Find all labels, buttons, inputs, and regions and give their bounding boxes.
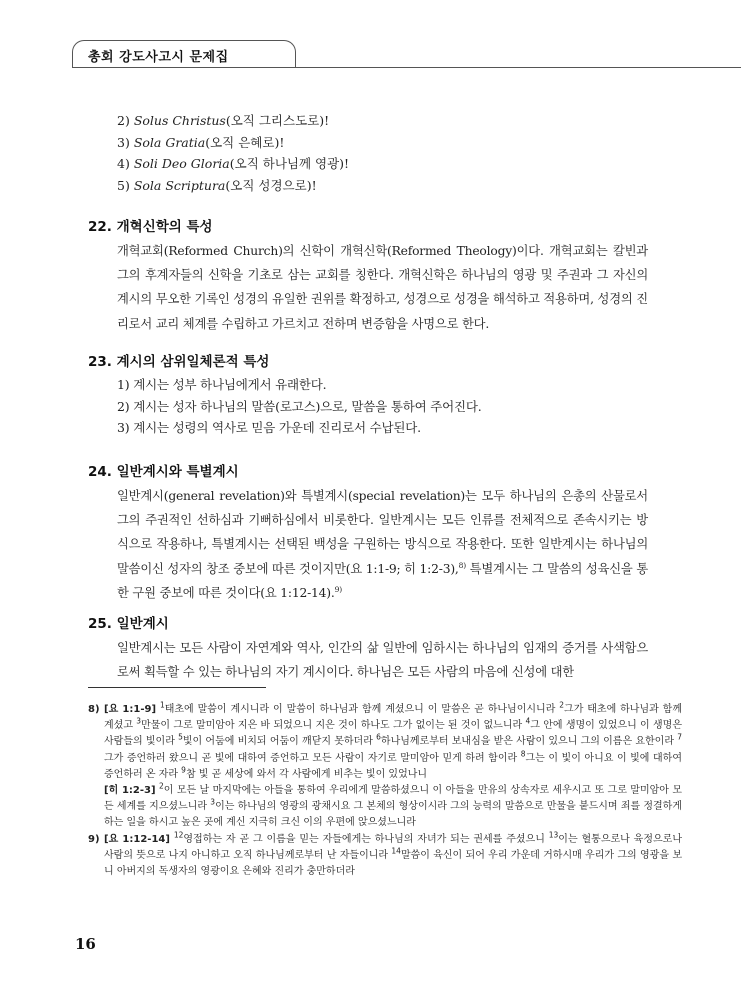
latin-term: Sola Scriptura	[133, 177, 226, 193]
footnote-number: 9)	[88, 833, 100, 845]
list-item: 3) Sola Gratia(오직 은혜로)!	[117, 134, 285, 150]
scripture-ref: [요 1:1-9]	[104, 704, 157, 715]
list-item: 3) 계시는 성령의 역사로 믿음 가운데 진리로서 수납된다.	[117, 420, 421, 435]
section-25	[88, 612, 648, 684]
section-list	[117, 374, 648, 439]
footnote-ref[interactable]: 8)	[458, 560, 466, 570]
section-title: 24. 일반계시와 특별계시	[88, 464, 239, 480]
section-22	[88, 215, 648, 336]
section-title: 22. 개혁신학의 특성	[88, 219, 213, 235]
section-title: 23. 계시의 삼위일체론적 특성	[88, 354, 270, 370]
section-body: 일반계시는 모든 사람이 자연계와 역사, 인간의 삶 일반에 임하시는 하나님의 임재의 증거를 사색함으로써 획득할 수 있는 하나님의 자기 계시이다. 하나님은 모든 사람의 마음에 신성에 대한	[117, 641, 648, 680]
section-23	[88, 350, 648, 439]
section-title: 25. 일반계시	[88, 616, 169, 632]
scripture-ref: [히 1:2-3]	[104, 785, 156, 797]
footnote-9: 9) [요 1:12-14] $^{12}$영접하는 자 곧 그 이름을 믿는 자들에게는 하나님의 자녀가 되는 권세를 주셨으니 $^{13}$이는 혈통으로나 육정으로나 사람의 뜻으로 나지 아니하고 오직 하나님께로부터 난 자들이니라 $^{14}$말씀이 육신이 되어 우리 가운데 거하시매 우리가 그의 영광을 보니 아버지의 독생자의 영광이요 은혜와 진리가 충만하더라	[88, 830, 682, 878]
section-body: 일반계시(general revelation)와 특별계시(special revelation)는 모두 하나님의 은총의 산물로서 그의 주권적인 선하심과 기뻐하심에서 비롯한다. 일반계시는 모든 인류를 전체적으로 존속시키는 방식으로 작용하나, 특별계시는 선택된 백성을 구원하는 방식으로 작용한다. 또한 일반계시는 하나님의 말씀이신 성자의 창조 중보에 따른 것이지만(요 1:1-9; 히 1:2-3),$^{8)}$ 특별계시는 그 말씀의 성육신을 통한 구원 중보에 따른 것이다(요 1:12-14).$^{9)}$	[117, 489, 649, 600]
list-item: 5) Sola Scriptura(오직 성경으로)!	[117, 177, 317, 193]
header-rule	[72, 67, 741, 68]
scripture-ref: [요 1:12-14]	[104, 833, 170, 845]
page-number: 16	[75, 935, 96, 953]
list-item: 2) Solus Christus(오직 그리스도로)!	[117, 113, 330, 128]
list-item: 2) 계시는 성자 하나님의 말씀(로고스)으로, 말씀을 통하여 주어진다.	[117, 398, 482, 414]
section-body: 개혁교회(Reformed Church)의 신학이 개혁신학(Reformed Theology)이다. 개혁교회는 칼빈과 그의 후계자들의 신학을 기초로 삼는 교회를 칭한다. 개혁신학은 하나님의 영광 및 주권과 그 자신의 계시의 무오한 기록인 성경의 유일한 권위를 확정하고, 성경으로 성경을 해석하고 적용하며, 성경의 진리로서 교리 체계를 수립하고 가르치고 전하며 변증함을 사명으로 한다.	[117, 244, 648, 331]
latin-term: Solus Christus	[133, 113, 226, 128]
footnote-number: 8)	[88, 704, 100, 715]
footnotes	[88, 702, 682, 880]
latin-term: Sola Gratia	[133, 134, 206, 150]
list-item: 1) 계시는 성부 하나님에게서 유래한다.	[117, 377, 327, 392]
latin-term: Soli Deo Gloria	[133, 156, 230, 171]
section-24	[88, 460, 648, 605]
footnote-ref[interactable]: 9)	[334, 584, 342, 594]
footnote-divider	[88, 687, 266, 688]
sola-list	[117, 110, 349, 196]
footnote-8: 8) [요 1:1-9] $^1$태초에 말씀이 계시니라 이 말씀이 하나님과 함께 계셨으니 이 말씀은 곧 하나님이시니라 $^2$그가 태초에 하나님과 함께 계셨고 $^3$만물이 그로 말미암아 지은 바 되었으니 지은 것이 하나도 그가 없이는 된 것이 없느니라 $^4$그 안에 생명이 있었으니 이 생명은 사람들의 빛이라 $^5$빛이 어둠에 비치되 어둠이 깨닫지 못하더라 $^6$하나님께로부터 보내심을 받은 사람이 있으니 그의 이름은 요한이라 $^7$그가 증언하러 왔으니 곧 빛에 대하여 증언하고 모든 사람이 자기로 말미암아 믿게 하려 함이라 $^8$그는 이 빛이 아니요 이 빛에 대하여 증언하러 온 자라 $^9$참 빛 곧 세상에 와서 각 사람에게 비추는 빛이 있었나니 [히 1:2-3] $^2$이 모든 날 마지막에는 아들을 통하여 우리에게 말씀하셨으니 이 아들을 만유의 상속자로 세우시고 또 그로 말미암아 모든 세계를 지으셨느니라 $^3$이는 하나님의 영광의 광채시요 그 본체의 형상이시라 그의 능력의 말씀으로 만물을 붙드시며 죄를 정결하게 하는 일을 하시고 높은 곳에 계신 지극히 크신 이의 우편에 앉으셨느니라	[88, 700, 683, 829]
list-item: 4) Soli Deo Gloria(오직 하나님께 영광)!	[117, 156, 350, 171]
header-title: 총회 강도사고시 문제집	[88, 50, 229, 65]
